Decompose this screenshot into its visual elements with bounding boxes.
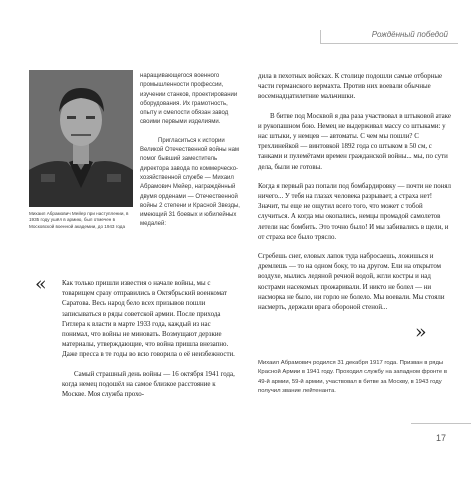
intro-paragraph: наращивающегося военного промышленности профессии, изучении станков, проектировании оборудования. Их грамотность, опыту и смелости обязан завод своими первыми изделиями. — [140, 73, 238, 126]
quote-paragraph: Как только пришли известия о начале войны, мы с товарищем сразу отправились в Октябрьский военкомат Саратова. Весь народ бело всех призывов пошли записываться в ряды советской армии. После прихода Гитлера к власти в марте 1933 года, каждый из нас понимал, что войны не миновать. Возмущают дерзкие материалы, утверждающие, что война пришла внезапно. Даже пресса в те годы во всю говорила о её неизбежности. — [62, 280, 235, 359]
intro-column — [140, 72, 240, 239]
portrait-photo-drawing — [29, 70, 133, 207]
opening-quote-mark: « — [35, 273, 47, 295]
footer-rule — [411, 423, 471, 424]
quote-column-left — [62, 279, 238, 409]
page-number: 17 — [436, 433, 447, 443]
quote-column-right — [258, 72, 452, 322]
quote-paragraph: Самый страшный день войны — 16 октября 1941 года, когда немец подошёл на самое близкое расстояние к Москве. Моя служба прохо- — [62, 370, 235, 399]
header-rule — [320, 43, 458, 44]
quote-paragraph: Когда я первый раз попали под бомбардировку — почти не понял ничего... У тебя на глазах человека разрывает, а страха нет! Значит, ты еще не ощутил всего того, что может с тобой случиться. А когда мы окопались, немцы промадой самолетов летели нас бомбить. Это точно было! И мы забивались в щели, и от страха все было трясло. — [258, 182, 451, 241]
biography-note: Михаил Абрамович родился 31 декабря 1917 года. Призван в ряды Красной Армии в 1941 году. Проходил службу на западном фронте в 49-й армии, 59-й армии, участвовал в битве за Москву, в 1943 году получил звание лейтенанта. — [258, 360, 447, 395]
intro-paragraph: Пригласиться к истории Великой Отечественной войны нам помог бывший заместитель директора завода по коммерческо-хозяйственной службе — Михаил Абрамович Мейер, награждённый двумя орденами — Отечественной войны 2 степени и Красной Звезды, имеющий 31 боевых и юбилейных медалей: — [140, 137, 240, 228]
quote-paragraph: В битве под Москвой я два раза участвовал в штыковой атаке и рукопашном бою. Немец не выдерживал массу со штыками: у нас штыки, у немцев — автоматы. С чем мы пошли? С трехлинейкой — винтовкой 1892 года со штыком в 50 см, с танками и пулемётами времен гражданской войны... мы, по сути дела, были не готовы. — [258, 112, 451, 171]
quote-paragraph: дила в пехотных войсках. К столице подошли самые отборные части германского вермахта. Против них воевали обычные восемнадцатилетние мальчишки. — [258, 73, 443, 101]
quote-paragraph: Сгребешь снег, еловых лапок туда набросаешь, ложишься и дремлешь — то на одном боку, то на другом. Ели на открытом воздухе, мылись ледяной речной водой, жгли костры и над кострами насекомых прожаривали. И никто не болел — ни насморка не было, ни горло не болело. Мы воевали. Мы стояли насмерть, держали врага обороной стеной... — [258, 253, 445, 312]
closing-quote-mark: » — [415, 321, 427, 343]
section-title: Рождённый победой — [371, 30, 448, 39]
running-header — [320, 28, 458, 44]
photo-caption: Михаил Абрамович Мейер при наступлении, в 1935 году ушёл в армию, был отмечен в Московской военной академии, до 1943 года — [29, 211, 129, 229]
header-divider-tick — [320, 30, 321, 44]
portrait-photo — [29, 70, 133, 207]
